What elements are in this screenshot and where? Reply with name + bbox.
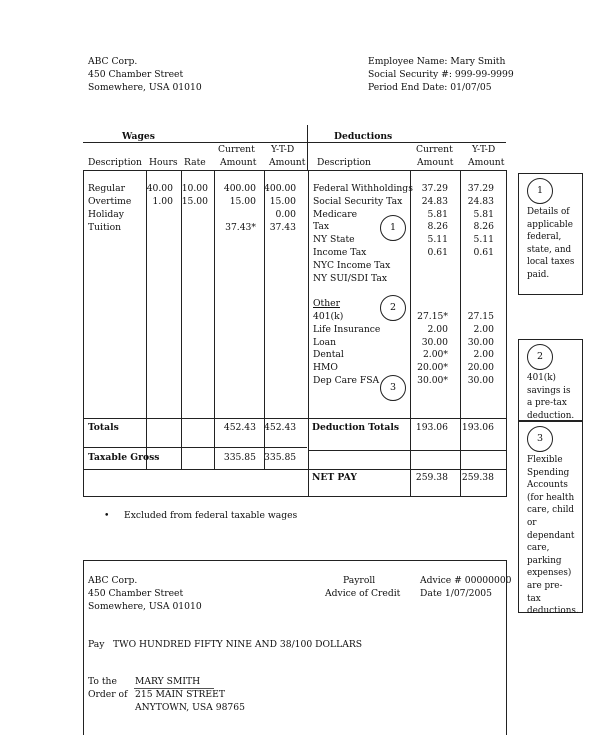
advice-company-city: Somewhere, USA 01010 bbox=[88, 601, 202, 612]
deduction-desc: Income Tax bbox=[313, 247, 367, 258]
wages-col-ytd: Y-T-D bbox=[271, 144, 295, 155]
other-deduction-ytd: 20.00 bbox=[467, 362, 494, 374]
header-divider bbox=[307, 125, 308, 171]
deduction-current: 24.83 bbox=[421, 195, 448, 207]
note-3-text: Flexible Spending Accounts (for health care, child or dependant care, parking expenses) are pre-tax deductions. bbox=[527, 455, 579, 617]
deduction-desc: Medicare bbox=[313, 208, 358, 220]
other-deduction-ytd: 2.00 bbox=[473, 349, 494, 361]
pay-label: Pay bbox=[88, 639, 105, 650]
other-deduction-current: 27.15* bbox=[417, 311, 448, 322]
table-mid-divider bbox=[308, 170, 309, 497]
wage-current: 37.43* bbox=[225, 222, 256, 233]
taxable-gross-label: Taxable Gross bbox=[88, 452, 160, 463]
wage-ytd: 15.00 bbox=[269, 196, 296, 207]
deduction-totals-label: Deduction Totals bbox=[312, 422, 400, 433]
other-deduction-current: 30.00* bbox=[417, 375, 448, 386]
net-pay-ytd: 259.38 bbox=[461, 472, 494, 483]
taxable-gross-current: 335.85 bbox=[223, 452, 256, 463]
wages-col-current: Current bbox=[218, 144, 255, 155]
other-deduction-desc: Life Insurance bbox=[313, 323, 381, 335]
deduction-ytd: 0.61 bbox=[473, 247, 494, 258]
taxable-top-line bbox=[83, 447, 307, 448]
deduction-desc: NYC Income Tax bbox=[313, 259, 391, 271]
other-deduction-desc: Dental bbox=[313, 349, 344, 361]
to-the-label: To the bbox=[88, 676, 117, 687]
order-of-label: Order of bbox=[88, 689, 128, 700]
advice-left-line bbox=[83, 560, 84, 735]
wages-vline-1 bbox=[146, 170, 147, 469]
note-2-circle: 2 bbox=[527, 344, 553, 370]
note-box-1 bbox=[518, 173, 583, 295]
net-pay-current: 259.38 bbox=[415, 472, 448, 483]
wage-desc: Overtime bbox=[88, 196, 132, 207]
wages-col-description: Description bbox=[88, 157, 142, 168]
wages-col-rate: Rate bbox=[184, 157, 206, 168]
wages-totals-ytd: 452.43 bbox=[264, 422, 297, 433]
footnote-bullet: • bbox=[104, 510, 110, 521]
totals-top-line bbox=[83, 418, 507, 419]
wage-desc: Tuition bbox=[88, 222, 122, 233]
advice-number: Advice # 00000000 bbox=[420, 575, 512, 586]
wage-ytd: 0.00 bbox=[275, 209, 296, 220]
other-deduction-current: 2.00* bbox=[422, 349, 448, 361]
note-box-2 bbox=[518, 339, 583, 421]
wage-ytd: 37.43 bbox=[269, 222, 296, 233]
advice-company-name: ABC Corp. bbox=[88, 575, 138, 586]
deductions-header-line bbox=[308, 142, 506, 143]
wages-header-line bbox=[83, 142, 307, 143]
deduction-current: 37.29 bbox=[421, 183, 448, 194]
taxable-gross-ytd: 335.85 bbox=[264, 452, 297, 463]
deduction-totals-ytd: 193.06 bbox=[461, 422, 494, 433]
deduction-current: 5.81 bbox=[427, 208, 448, 220]
period-end-date: Period End Date: 01/07/05 bbox=[368, 82, 492, 93]
payee-name: MARY SMITH bbox=[135, 676, 201, 687]
other-deduction-ytd: 30.00 bbox=[467, 336, 494, 348]
deduction-desc: Social Security Tax bbox=[313, 195, 403, 207]
advice-company-street: 450 Chamber Street bbox=[88, 588, 184, 599]
advice-top-line bbox=[83, 560, 507, 561]
ded-col-description: Description bbox=[317, 157, 371, 168]
deduction-desc: Tax bbox=[313, 221, 330, 233]
note-box-3 bbox=[518, 421, 583, 617]
note-1-text: Details of applicable federal, state, and local taxes paid. bbox=[527, 207, 575, 280]
note-3-circle: 3 bbox=[527, 426, 553, 452]
deduction-current: 5.11 bbox=[427, 234, 448, 246]
wages-totals-current: 452.43 bbox=[223, 422, 256, 433]
footnote-text: Excluded from federal taxable wages bbox=[124, 510, 298, 521]
advice-payroll: Payroll bbox=[343, 575, 376, 586]
wage-hours: 1.00 bbox=[152, 196, 173, 207]
other-deduction-desc: 401(k) bbox=[313, 311, 344, 322]
pay-amount-words: TWO HUNDRED FIFTY NINE AND 38/100 DOLLARS bbox=[113, 639, 363, 650]
deduction-ytd: 8.26 bbox=[473, 221, 494, 233]
wage-desc: Regular bbox=[88, 183, 125, 194]
wages-totals-label: Totals bbox=[88, 422, 119, 433]
callout-1-circle: 1 bbox=[380, 215, 406, 241]
deduction-ytd: 5.81 bbox=[473, 208, 494, 220]
other-deduction-ytd: 2.00 bbox=[473, 323, 494, 335]
advice-date: Date 1/07/2005 bbox=[420, 588, 493, 599]
wages-col-ytd-amount: Amount bbox=[269, 157, 306, 168]
other-deductions-label: Other bbox=[313, 298, 340, 309]
deduction-desc: NY State bbox=[313, 234, 355, 246]
deduction-ytd: 24.83 bbox=[467, 195, 494, 207]
deductions-section-title: Deductions bbox=[334, 131, 393, 142]
ded-col-ytd-amount: Amount bbox=[468, 157, 505, 168]
deduction-desc: NY SUI/SDI Tax bbox=[313, 272, 388, 284]
note-2-text: 401(k) savings is a pre-tax deduction. bbox=[527, 373, 575, 421]
wages-vline-2 bbox=[181, 170, 182, 469]
payee-city: ANYTOWN, USA 98765 bbox=[135, 702, 245, 713]
other-deduction-desc: HMO bbox=[313, 362, 338, 374]
callout-2-circle: 2 bbox=[380, 295, 406, 321]
wage-rate: 10.00 bbox=[181, 183, 208, 194]
company-name: ABC Corp. bbox=[88, 56, 138, 67]
wage-rate: 15.00 bbox=[181, 196, 208, 207]
company-city: Somewhere, USA 01010 bbox=[88, 82, 202, 93]
deduction-ytd: 5.11 bbox=[473, 234, 494, 246]
wage-hours: 40.00 bbox=[146, 183, 173, 194]
wage-current: 15.00 bbox=[229, 196, 256, 207]
employee-name: Employee Name: Mary Smith bbox=[368, 56, 506, 67]
ded-col-current: Current bbox=[416, 144, 453, 155]
employee-ssn: Social Security #: 999-99-9999 bbox=[368, 69, 514, 80]
other-deduction-current: 2.00 bbox=[427, 323, 448, 335]
other-deduction-desc: Loan bbox=[313, 336, 337, 348]
net-pay-label: NET PAY bbox=[312, 472, 357, 483]
other-deduction-desc: Dep Care FSA bbox=[313, 375, 380, 386]
wages-section-title: Wages bbox=[122, 131, 155, 142]
wage-desc: Holiday bbox=[88, 209, 124, 220]
wages-col-current-amount: Amount bbox=[220, 157, 257, 168]
ded-col-current-amount: Amount bbox=[417, 157, 454, 168]
other-deduction-ytd: 30.00 bbox=[467, 375, 494, 386]
taxable-bottom-line bbox=[83, 469, 507, 470]
deduction-totals-current: 193.06 bbox=[415, 422, 448, 433]
callout-3-circle: 3 bbox=[380, 375, 406, 401]
other-deduction-current: 30.00 bbox=[421, 336, 448, 348]
company-street: 450 Chamber Street bbox=[88, 69, 184, 80]
payee-street: 215 MAIN STREET bbox=[135, 689, 225, 700]
deduction-desc: Federal Withholdings bbox=[313, 183, 413, 194]
other-deduction-current: 20.00* bbox=[417, 362, 448, 374]
advice-of-credit: Advice of Credit bbox=[325, 588, 401, 599]
deduction-current: 8.26 bbox=[427, 221, 448, 233]
deduction-ytd: 37.29 bbox=[467, 183, 494, 194]
netpay-top-line bbox=[308, 450, 507, 451]
wage-ytd: 400.00 bbox=[264, 183, 297, 194]
deduction-current: 0.61 bbox=[427, 247, 448, 258]
other-deduction-ytd: 27.15 bbox=[467, 311, 494, 322]
note-1-circle: 1 bbox=[527, 178, 553, 204]
ded-col-ytd: Y-T-D bbox=[472, 144, 496, 155]
wage-current: 400.00 bbox=[223, 183, 256, 194]
wages-col-hours: Hours bbox=[149, 157, 178, 168]
